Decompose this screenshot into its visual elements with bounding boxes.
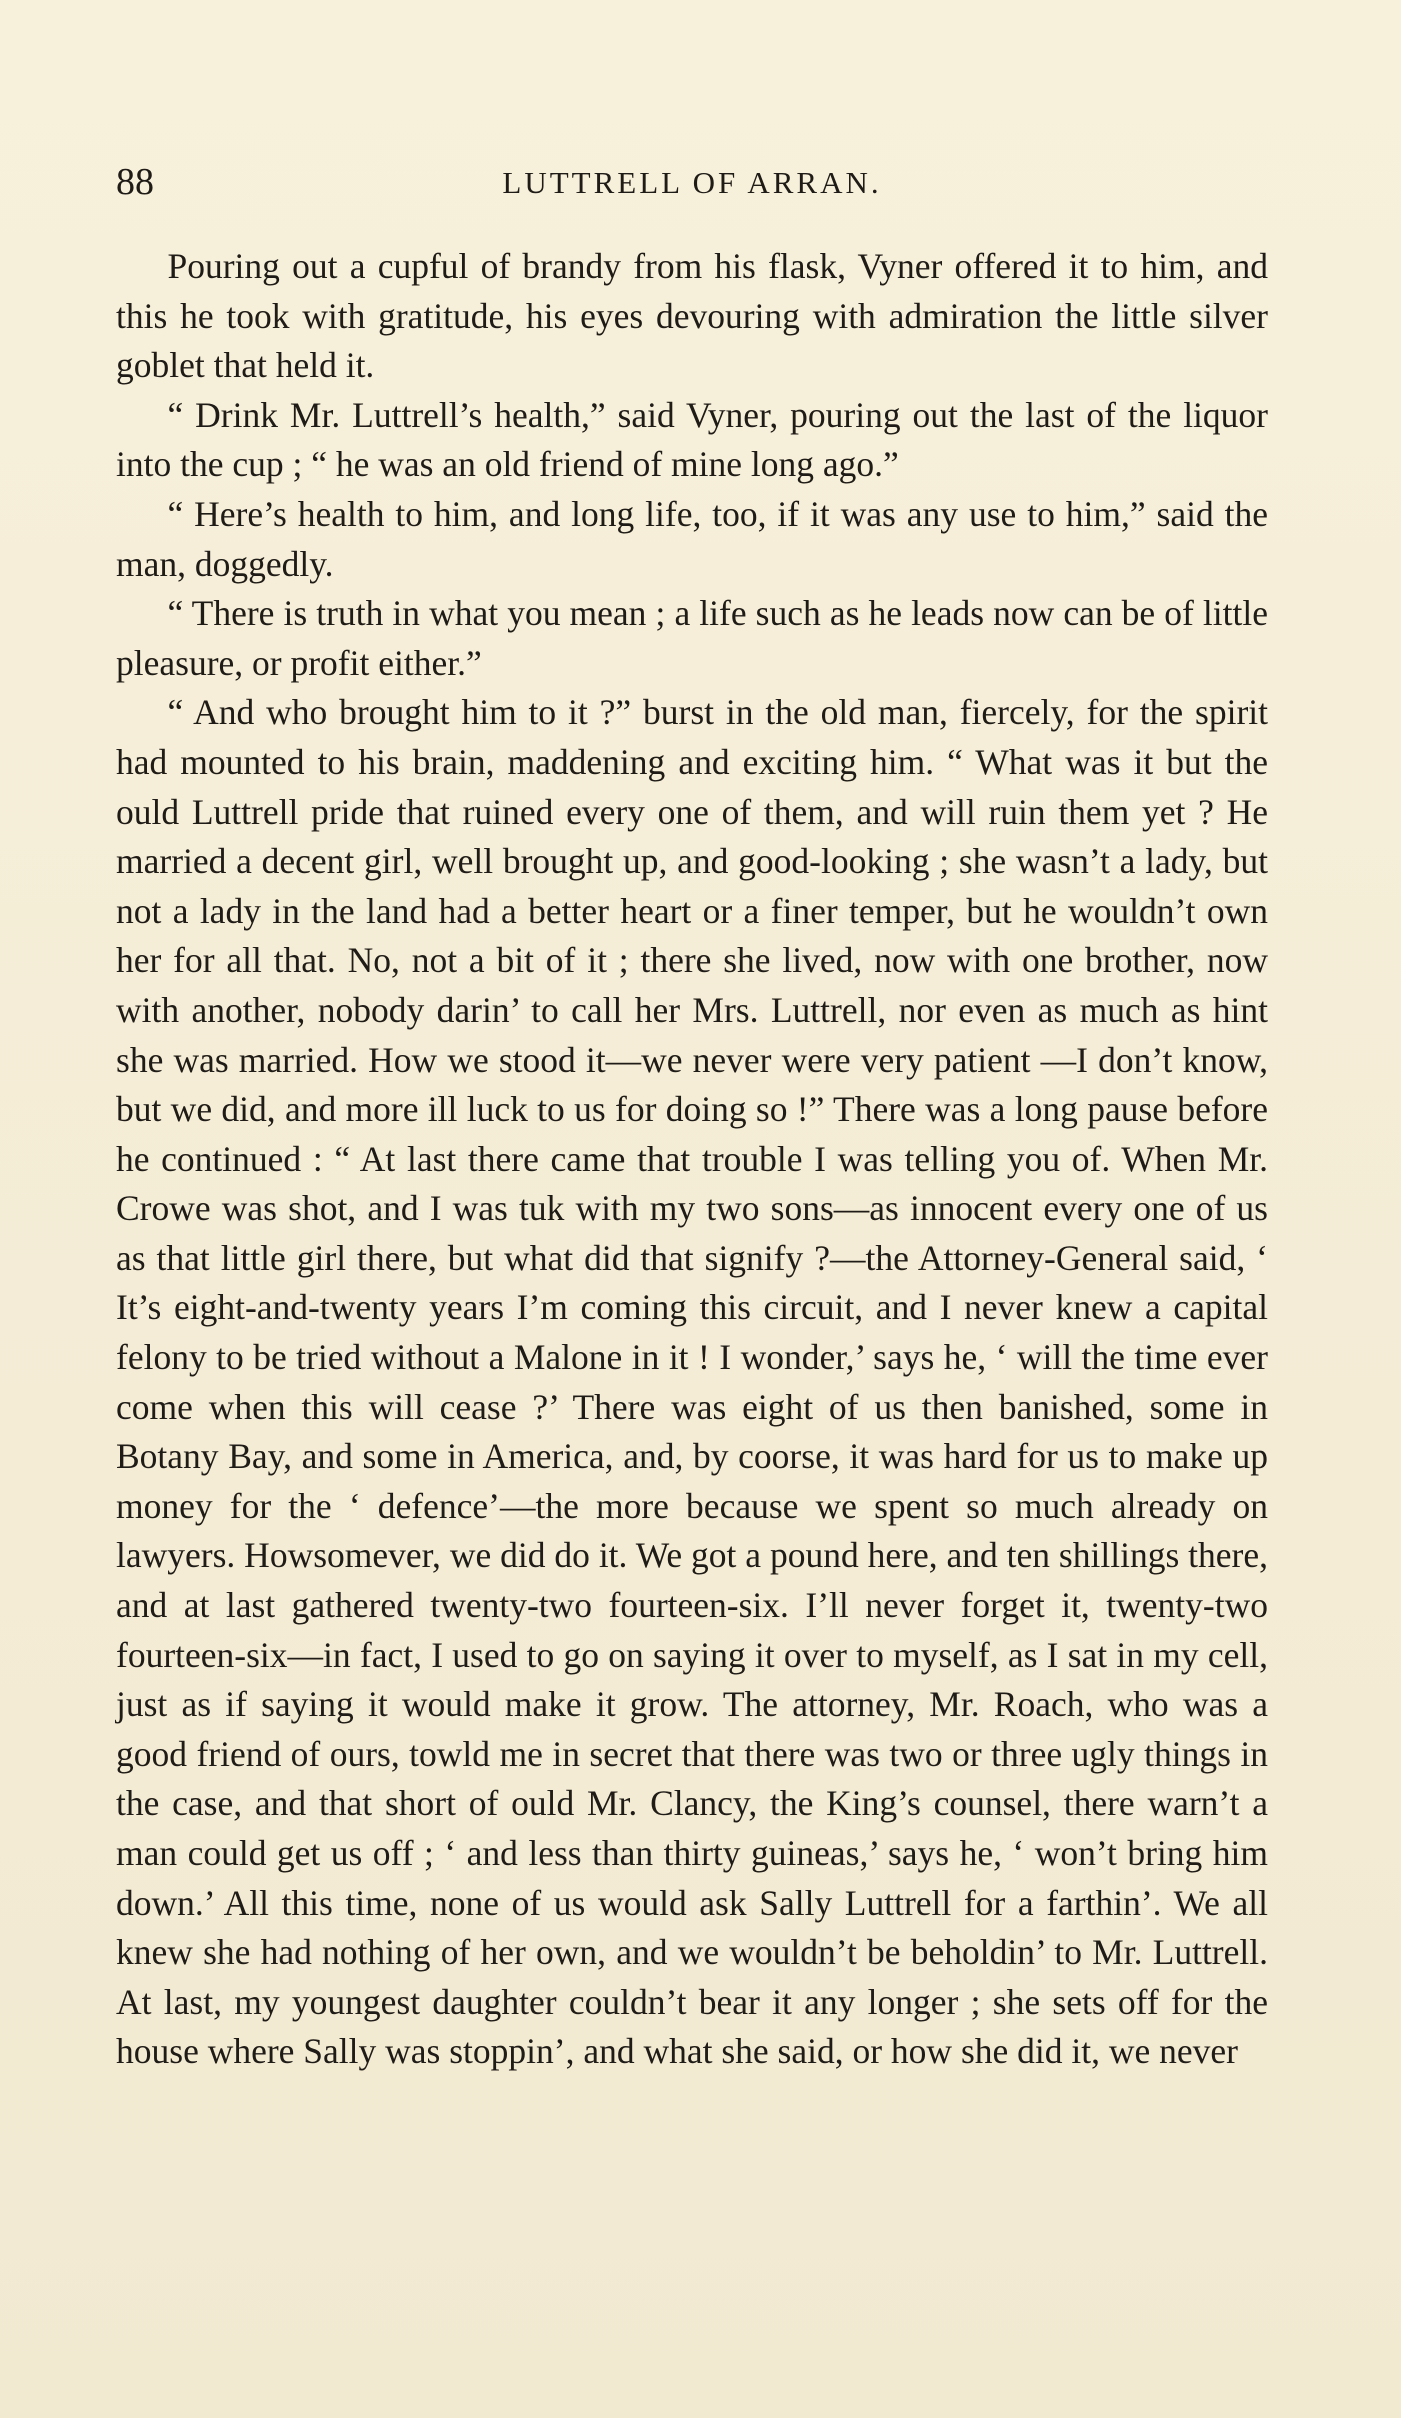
running-title: LUTTRELL OF ARRAN. — [502, 165, 882, 200]
paragraph: Pouring out a cupful of brandy from his flask, Vyner offered it to him, and this he took with gratitude, his eyes devouring with admiration the little silver goblet that held it. — [116, 246, 1268, 386]
paragraph: “ And who brought him to it ?” burst in the old man, fiercely, for the spirit had mounted to his brain, maddening and exciting him. “ What was it but the ould Luttrell pride that ruined every one of them, and will ruin them yet ? He married a decent girl, well brought up, and good-looking ; she wasn’t a lady, but not a lady in the land had a better heart or a finer temper, but he wouldn’t own her for all that. No, not a bit of it ; there she lived, now with one brother, now with another, nobody darin’ to call her Mrs. Luttrell, nor even as much as hint she was married. How we stood it—we never were very patient —I don’t know, but we did, and more ill luck to us for doing so !” There was a long pause before he continued : “ At last there came that trouble I was telling you of. When Mr. Crowe was shot, and I was tuk with my two sons—as innocent every one of us as that little girl there, but what did that signify ?—the Attorney-General said, ‘ It’s eight-and-twenty years I’m coming this circuit, and I never knew a capital felony to be tried without a Malone in it ! I wonder,’ says he, ‘ will the time ever come when this will cease ?’ There was eight of us then banished, some in Botany Bay, and some in America, and, by coorse, it was hard for us to make up money for the ‘ defence’—the more because we spent so much already on lawyers. Howsomever, we did do it. We got a pound here, and ten shillings there, and at last gathered twenty-two fourteen-six. I’ll never forget it, twenty-two fourteen-six—in fact, I used to go on saying it over to myself, as I sat in my cell, just as if saying it would make it grow. The attorney, Mr. Roach, who was a good friend of ours, towld me in secret that there was two or three ugly things in the case, and that short of ould Mr. Clancy, the King’s counsel, there warn’t a man could get us off ; ‘ and less than thirty guineas,’ says he, ‘ won’t bring him down.’ All this time, none of us would ask Sally Luttrell for a farthin’. We all knew she had nothing of her own, and we wouldn’t be beholdin’ to Mr. Luttrell. At last, my youngest daughter couldn’t bear it any longer ; she sets off for the house where Sally was stoppin’, and what she said, or how she did it, we never — [116, 692, 1268, 2072]
paragraph: “ Here’s health to him, and long life, too, if it was any use to him,” said the man, doggedly. — [116, 493, 1268, 584]
body-text — [116, 242, 1268, 2077]
paragraph: “ Drink Mr. Luttrell’s health,” said Vyner, pouring out the last of the liquor into the cup ; “ he was an old friend of mine long ago.” — [116, 394, 1268, 485]
paragraph: “ There is truth in what you mean ; a life such as he leads now can be of little pleasure, or profit either.” — [116, 593, 1268, 683]
page-number: 88 — [116, 161, 154, 203]
page-header — [116, 158, 1268, 206]
